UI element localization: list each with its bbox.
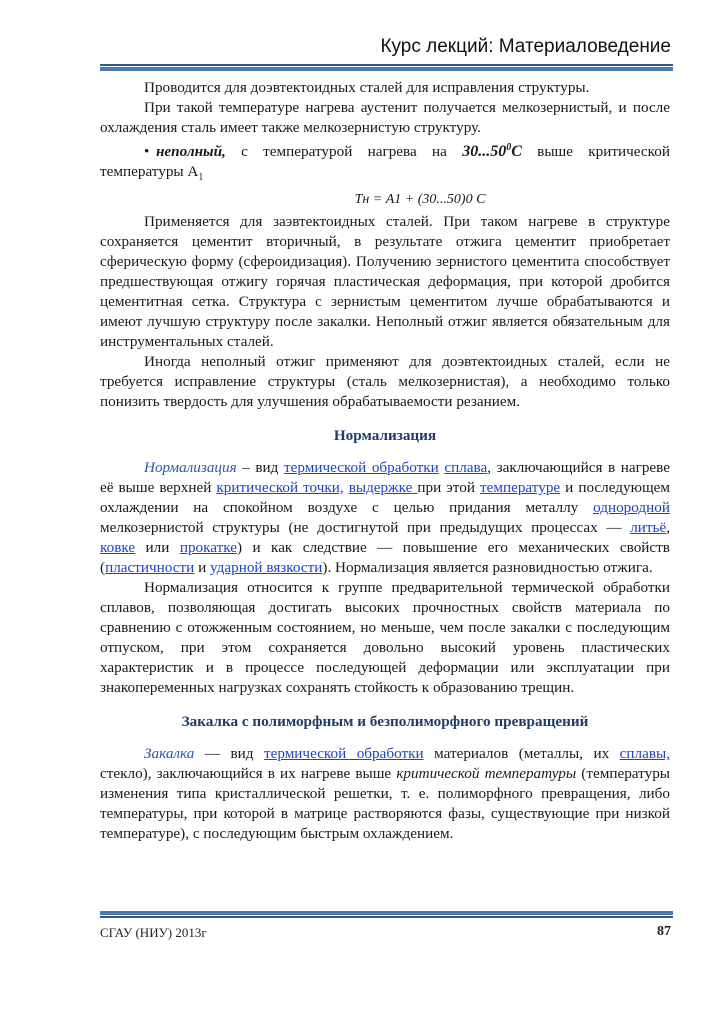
link-rolling[interactable]: прокатке	[179, 539, 238, 557]
text: (температуры изменения типа кристаллической решетки, т. е. полиморфного превращения, либо температуры, при которой в матрице растворяются фазы, существующие при низкой температуре), с последующим быстрым охлаждением.	[100, 765, 670, 843]
link-critical-point[interactable]: критической точки,	[216, 479, 344, 497]
text: и	[194, 559, 210, 577]
text: — вид	[194, 745, 264, 763]
section-heading-normalization: Нормализация	[333, 427, 437, 445]
link-casting[interactable]: литьё	[630, 519, 667, 537]
header-title: Курс лекций: Материаловедение	[380, 36, 671, 57]
degree-mark: 0	[506, 142, 512, 153]
paragraph: Применяется для заэвтектоидных сталей. При таком нагреве в структуре сохраняется цементит вторичный, в результате отжига цементит приобретает сферическую форму (сфероидизация). Получению зернистого цементита способствует предшествующая отжигу горячая пластическая деформация, при которой дробится цементитная сетка. Структура с зернистым цементитом лучше обрабатываются и имеют лучшую структуру после закалки. Неполный отжиг является обязательным для инструментальных сталей.	[100, 213, 670, 351]
link-alloys[interactable]: сплавы,	[619, 745, 670, 763]
paragraph: При такой температуре нагрева аустенит получается мелкозернистый, и после охлаждения сталь имеет также мелкозернистую структуру.	[100, 99, 670, 136]
temperature-range: 30...50	[462, 143, 507, 161]
link-impact-toughness[interactable]: ударной вязкости	[210, 559, 323, 577]
text: ). Нормализация является разновидностью отжига.	[322, 559, 653, 577]
text: или	[135, 539, 180, 557]
subscript: 1	[198, 172, 204, 184]
text: мелкозернистой структуры (не достигнутой при предыдущих процессах —	[100, 519, 631, 537]
celsius-unit: С	[511, 143, 522, 161]
section-heading-quenching: Закалка с полиморфным и безполиморфного превращений	[181, 713, 589, 731]
link-temperature[interactable]: температуре	[479, 479, 561, 497]
bullet-icon: •	[144, 143, 150, 161]
link-holding[interactable]: выдержке	[348, 479, 418, 497]
text: материалов (металлы, их	[423, 745, 620, 763]
text: и последующем охлаждении на спокойном воздухе с целью придания металлу	[100, 479, 671, 517]
footer-divider	[100, 911, 673, 918]
link-heat-treatment[interactable]: термической обработки	[283, 459, 439, 477]
paragraph: Иногда неполный отжиг применяют для доэвтектоидных сталей, если не требуется исправление структуры (сталь мелкозернистая), а необходимо только понизить твердость для улучшения обрабатываемости резанием.	[100, 353, 670, 411]
link-plasticity[interactable]: пластичности	[105, 559, 195, 577]
link-forging[interactable]: ковке	[100, 539, 136, 557]
paragraph	[100, 744, 670, 844]
link-alloy[interactable]: сплава	[444, 459, 488, 477]
term: Закалка	[144, 745, 195, 763]
bullet-item	[100, 138, 670, 188]
link-heat-treatment[interactable]: термической обработки	[263, 745, 424, 763]
formula: Tн = A1 + (30...50)0 C	[354, 192, 486, 208]
page-number: 87	[657, 924, 671, 939]
term: Нормализация	[144, 459, 237, 477]
header-divider	[100, 64, 673, 71]
bullet-text: выше критической температуры А	[100, 143, 670, 181]
paragraph	[100, 458, 670, 578]
paragraph: Нормализация относится к группе предварительной термической обработки сплавов, позволяющая достигать высоких прочностных свойств материала по сравнению с отожженным состоянием, но меньше, чем после закалки с последующим отпуском, при этом сохраняется довольно высокий уровень пластических характеристик и в процессе последующей деформации или эксплуатации при знакопеременных нагрузках сохранять стойкость к образованию трещин.	[100, 579, 670, 697]
term-italic: критической температуры	[396, 765, 577, 783]
bullet-text: с температурой нагрева на	[225, 143, 463, 161]
footer-institution: СГАУ (НИУ) 2013г	[100, 925, 207, 940]
paragraph: Проводится для доэвтектоидных сталей для исправления структуры.	[144, 79, 590, 96]
text: стекло), заключающийся в их нагреве выше	[100, 765, 397, 783]
text: при этой	[417, 479, 480, 497]
link-homogeneous[interactable]: однородной	[593, 499, 670, 517]
text: – вид	[236, 459, 284, 477]
text: ,	[666, 519, 670, 537]
text: , заключающийся в нагреве её выше верхней	[100, 459, 671, 497]
page-content	[100, 78, 670, 844]
text: ) и как следствие — повышение его механических свойств (	[100, 539, 670, 577]
bullet-term: неполный,	[156, 143, 226, 161]
